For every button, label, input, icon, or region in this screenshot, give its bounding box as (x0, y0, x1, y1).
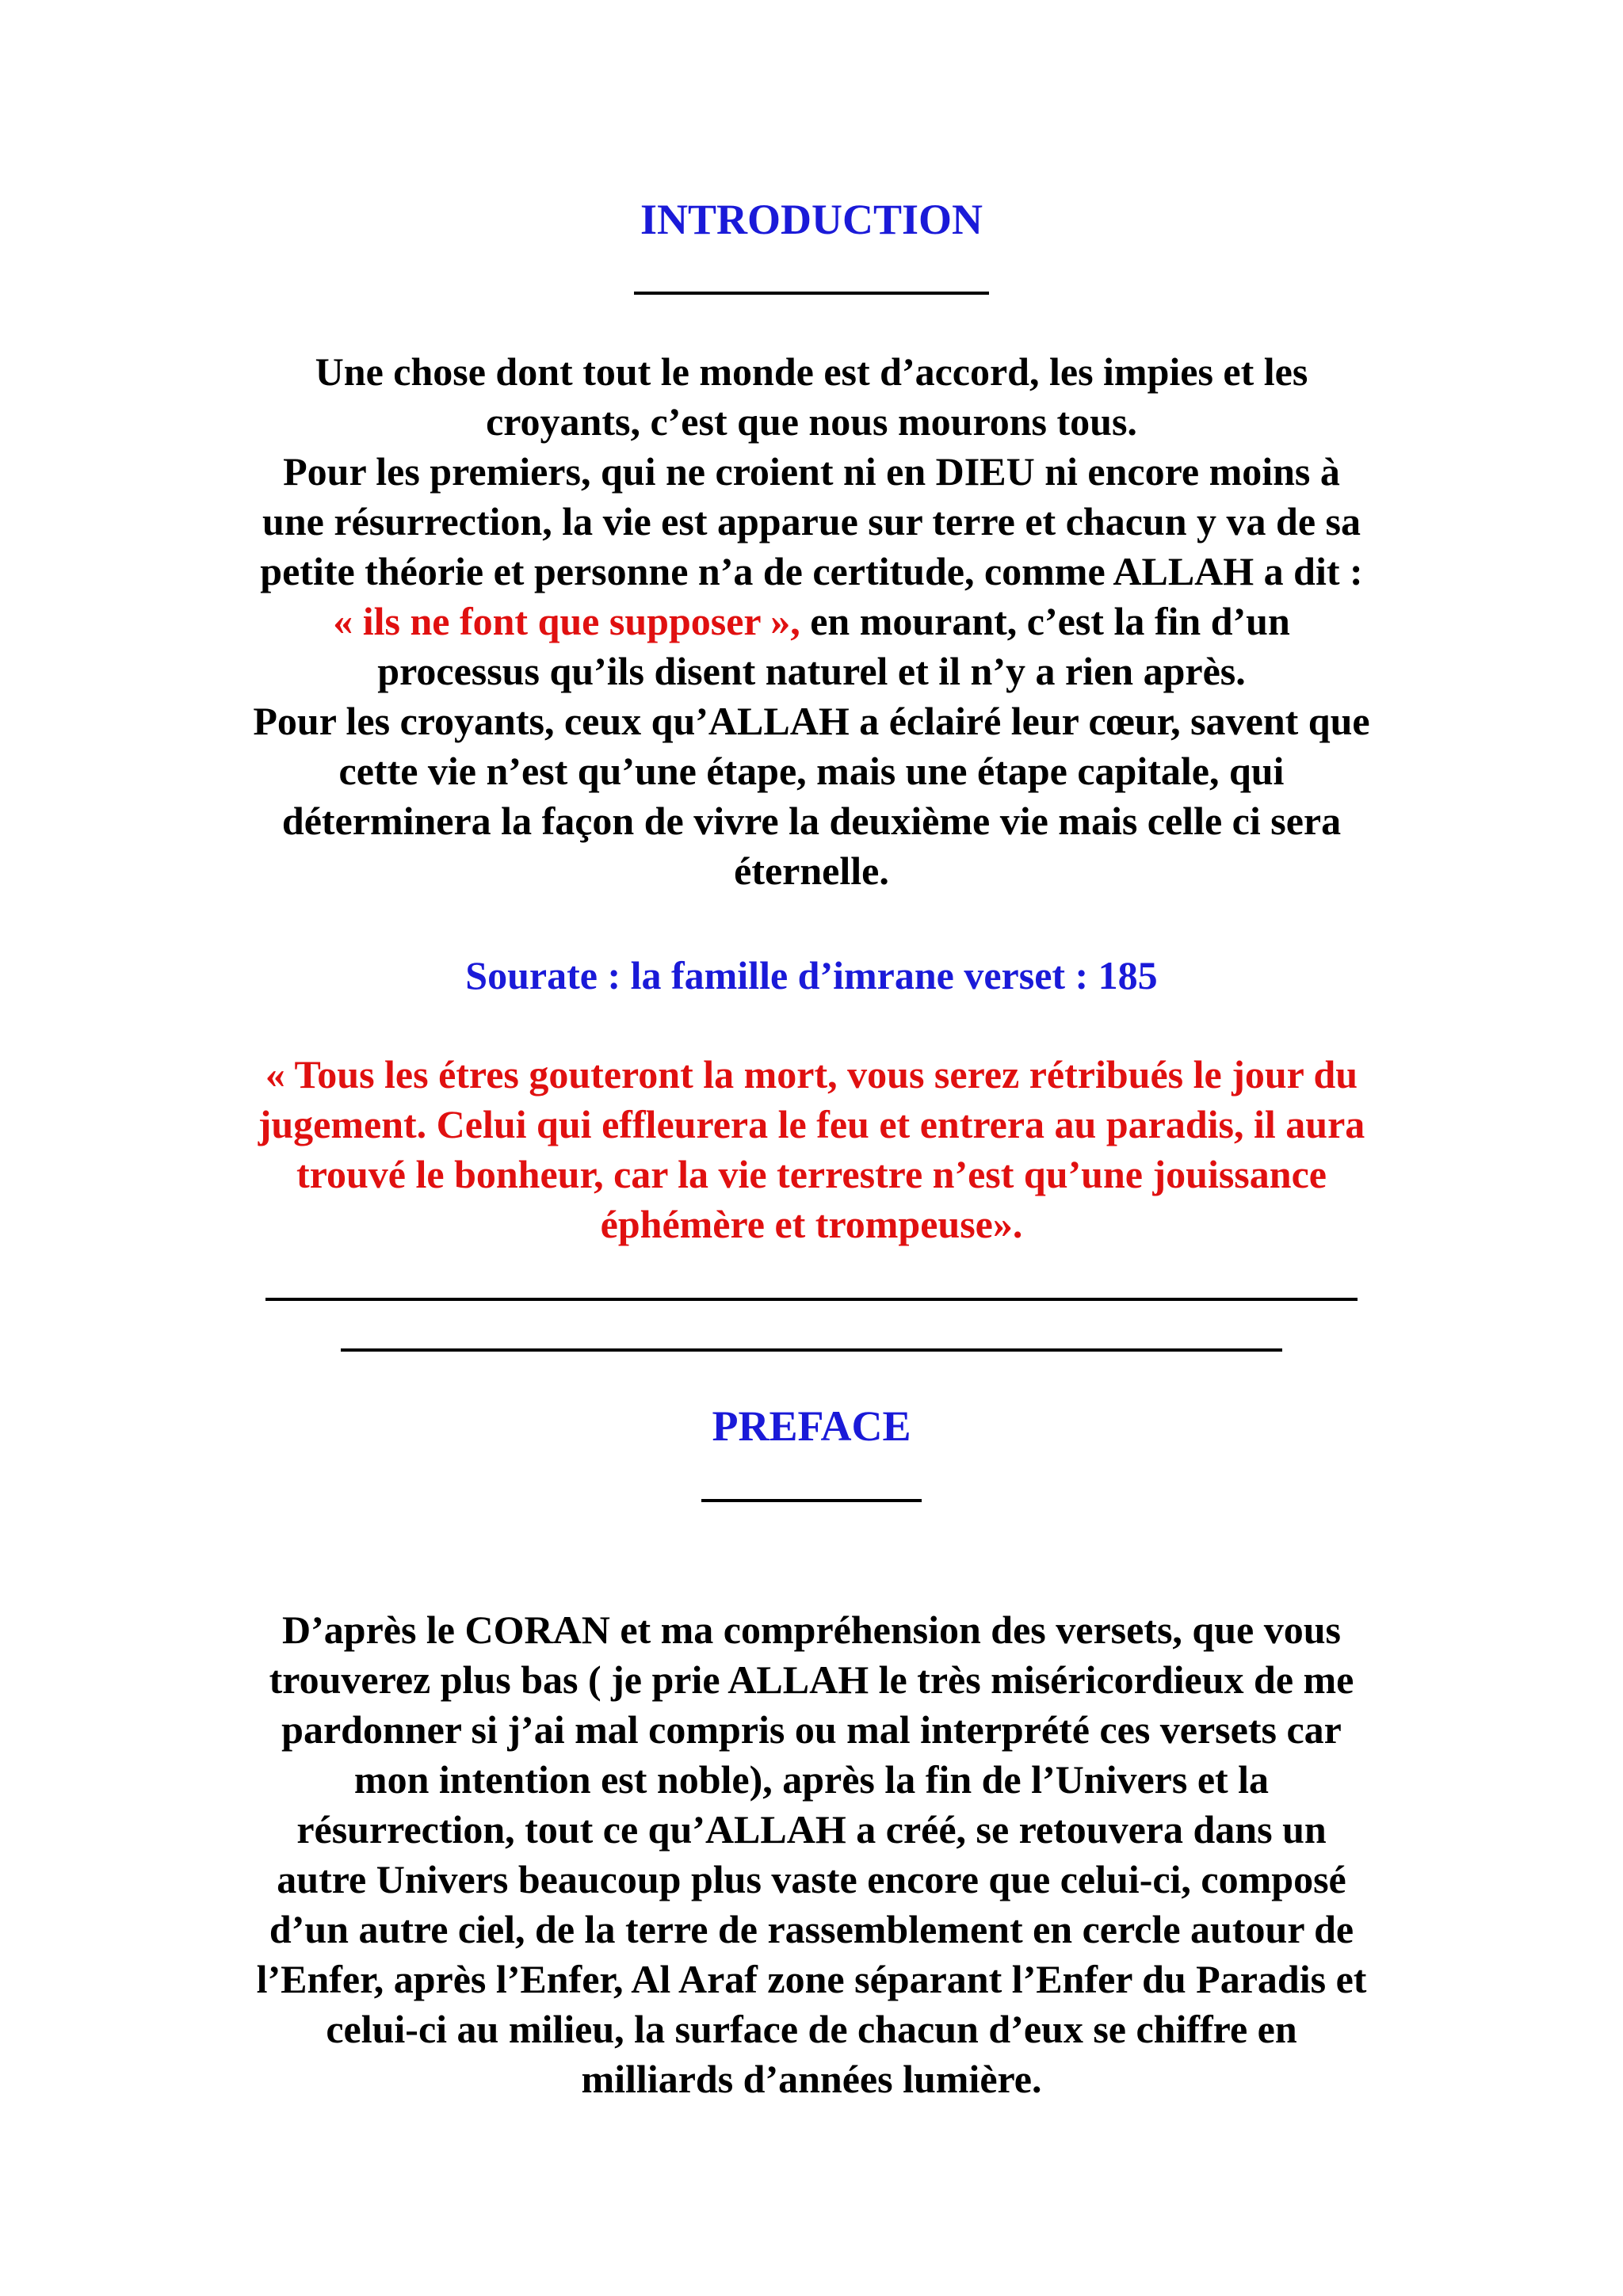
introduction-title: INTRODUCTION (640, 196, 983, 243)
preface-title-underline (701, 1499, 922, 1502)
preface-line: trouverez plus bas ( je prie ALLAH le très miséricordieux de me (269, 1657, 1354, 1702)
intro-line: éternelle. (734, 849, 889, 893)
preface-line: mon intention est noble), après la fin de l’Univers et la (353, 1757, 1270, 1802)
introduction-title-underline (634, 292, 989, 295)
preface-line: milliards d’années lumière. (581, 2057, 1042, 2101)
preface-title: PREFACE (712, 1402, 911, 1450)
intro-line: Pour les premiers, qui ne croient ni en DIEU ni encore moins à (283, 449, 1340, 494)
preface-line: résurrection, tout ce qu’ALLAH a créé, se retouvera dans un (296, 1807, 1327, 1852)
intro-line: processus qu’ils disent naturel et il n’y a rien après. (377, 649, 1246, 693)
intro-line: Pour les croyants, ceux qu’ALLAH a éclairé leur cœur, savent que (253, 699, 1370, 743)
intro-line: déterminera la façon de vivre la deuxième vie mais celle ci sera (281, 799, 1342, 843)
quote-line: jugement. Celui qui effleurera le feu et entrera au paradis, il aura (258, 1102, 1365, 1146)
introduction-paragraph (158, 347, 1465, 896)
preface-line: D’après le CORAN et ma compréhension des versets, que vous (282, 1608, 1341, 1652)
sourate-reference: Sourate : la famille d’imrane verset : 185 (465, 953, 1158, 997)
quote-line: trouvé le bonheur, car la vie terrestre n’est qu’une jouissance (296, 1152, 1327, 1196)
section-separator-long (265, 1298, 1358, 1301)
intro-line: petite théorie et personne n’a de certitude, comme ALLAH a dit : (260, 549, 1363, 593)
intro-line: une résurrection, la vie est apparue sur terre et chacun y va de sa (262, 499, 1361, 543)
intro-line: croyants, c’est que nous mourons tous. (486, 399, 1137, 444)
preface-paragraph (158, 1605, 1465, 2104)
section-separator-short (341, 1348, 1282, 1352)
preface-line: celui-ci au milieu, la surface de chacun d’eux se chiffre en (326, 2007, 1297, 2051)
quote-line: « Tous les étres gouteront la mort, vous serez rétribués le jour du (265, 1052, 1358, 1097)
preface-line: pardonner si j’ai mal compris ou mal interprété ces versets car (281, 1707, 1342, 1752)
preface-line: d’un autre ciel, de la terre de rassemblement en cercle autour de (269, 1907, 1354, 1951)
intro-line: cette vie n’est qu’une étape, mais une étape capitale, qui (338, 749, 1285, 793)
intro-line-with-quote (158, 597, 1465, 646)
quote-line: éphémère et trompeuse». (600, 1202, 1023, 1246)
preface-line: l’Enfer, après l’Enfer, Al Araf zone séparant l’Enfer du Paradis et (256, 1957, 1367, 2001)
inline-quote: « ils ne font que supposer », (333, 599, 800, 643)
intro-line: Une chose dont tout le monde est d’accord, les impies et les (315, 349, 1308, 394)
intro-line-continuation: en mourant, c’est la fin d’un (800, 599, 1290, 643)
sourate-quote (158, 1050, 1465, 1249)
preface-line: autre Univers beaucoup plus vaste encore que celui-ci, composé (277, 1857, 1346, 1901)
